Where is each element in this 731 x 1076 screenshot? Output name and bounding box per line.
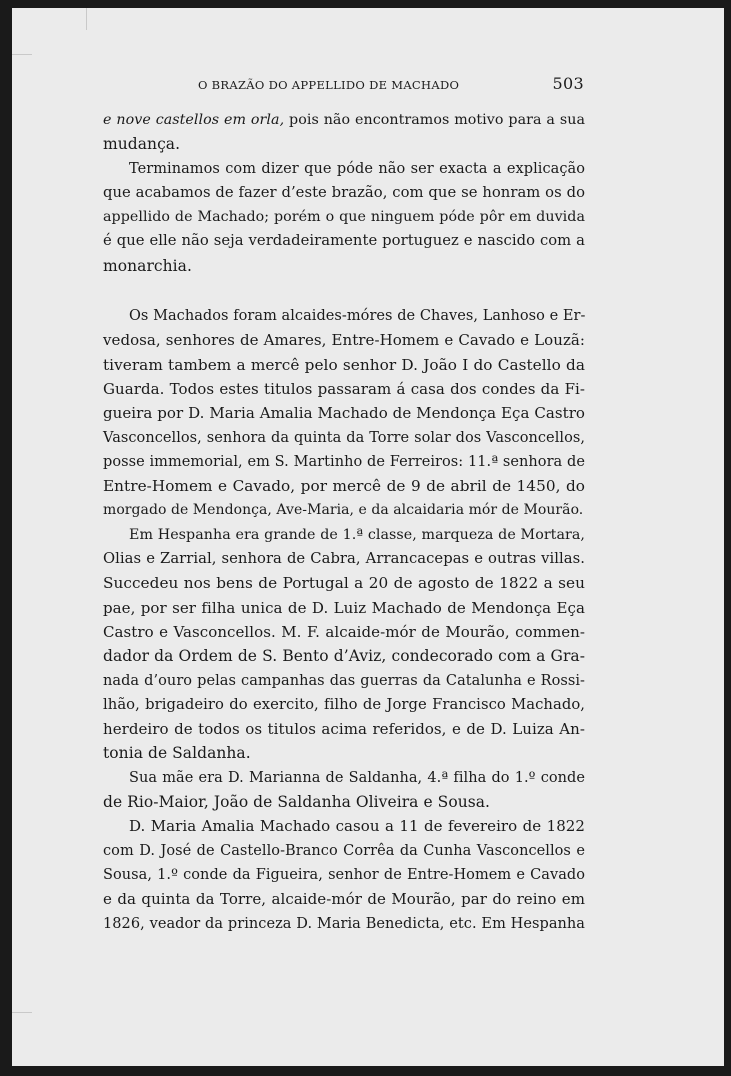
- text-line: 1826, veador da princeza D. Maria Benedicta, etc. Em Hespanha: [103, 915, 585, 932]
- text-line: vedosa, senhores de Amares, Entre-Homem e Cavado e Louzã:: [103, 331, 585, 350]
- text-line: Succedeu nos bens de Portugal a 20 de agosto de 1822 a seu: [103, 574, 585, 593]
- text-line: Sua mãe era D. Marianna de Saldanha, 4.ª filha do 1.º conde: [129, 769, 585, 786]
- paragraph: [103, 523, 585, 766]
- text-line: D. Maria Amalia Machado casou a 11 de fevereiro de 1822: [129, 817, 585, 836]
- crop-mark: [12, 1012, 32, 1013]
- text-line: é que elle não seja verdadeiramente portuguez e nascido com a: [103, 232, 585, 250]
- text-line: e da quinta da Torre, alcaide-mór de Mourão, par do reino em: [103, 890, 585, 909]
- text-line: gueira por D. Maria Amalia Machado de Mendonça Eça Castro: [103, 404, 585, 423]
- text-line: Olias e Zarrial, senhora de Cabra, Arrancacepas e outras villas.: [103, 550, 585, 568]
- text-line: Guarda. Todos estes titulos passaram á casa dos condes da Fi-: [103, 379, 585, 398]
- text-line: tiveram tambem a mercê pelo senhor D. João I do Castello da: [103, 355, 585, 374]
- paragraph: [103, 766, 585, 815]
- paragraph: [103, 304, 585, 523]
- text-line: nada d’ouro pelas campanhas das guerras da Catalunha e Rossi-: [103, 672, 585, 689]
- text-line: pae, por ser filha unica de D. Luiz Machado de Mendonça Eça: [103, 598, 585, 617]
- text-line: monarchia.: [103, 256, 192, 275]
- body-text: [103, 108, 585, 936]
- text-line: Sousa, 1.º conde da Figueira, senhor de Entre-Homem e Cavado: [103, 866, 585, 883]
- text-line: lhão, brigadeiro do exercito, filho de Jorge Francisco Machado,: [103, 695, 585, 713]
- page-number: 503: [552, 74, 584, 93]
- running-header: [198, 74, 584, 98]
- text-line: tonia de Saldanha.: [103, 744, 251, 763]
- text-line: de Rio-Maior, João de Saldanha Oliveira e Sousa.: [103, 793, 491, 812]
- text-line: Em Hespanha era grande de 1.ª classe, marqueza de Mortara,: [129, 526, 585, 543]
- text-line: com D. José de Castello-Branco Corrêa da Cunha Vasconcellos e: [103, 842, 585, 859]
- text-line: mudança.: [103, 135, 181, 154]
- crop-mark: [86, 8, 87, 30]
- text-line: Terminamos com dizer que póde não ser exacta a explicação: [129, 160, 585, 177]
- section-gap: [103, 278, 585, 304]
- paragraph: [103, 157, 585, 278]
- text-line: que acabamos de fazer d’este brazão, com que se honram os do: [103, 183, 585, 201]
- text-line: Os Machados foram alcaides-móres de Chaves, Lanhoso e Er-: [129, 308, 586, 325]
- text-line: Castro e Vasconcellos. M. F. alcaide-mór de Mourão, commen-: [103, 622, 585, 641]
- running-title: O BRAZÃO DO APPELLIDO DE MACHADO: [198, 78, 460, 92]
- italic-phrase: e nove castellos em orla,: [103, 112, 285, 128]
- book-page: [12, 8, 724, 1066]
- text-line: Entre-Homem e Cavado, por mercê de 9 de abril de 1450, do: [103, 477, 585, 496]
- crop-mark: [12, 54, 32, 55]
- text-line: appellido de Machado; porém o que ninguem póde pôr em duvida: [103, 209, 585, 226]
- text-line: e nove castellos em orla, pois não encontramos motivo para a sua: [103, 112, 585, 128]
- text-line: posse immemorial, em S. Martinho de Ferreiros: 11.ª senhora de: [103, 453, 585, 470]
- paragraph: [103, 108, 585, 157]
- text-line: herdeiro de todos os titulos acima referidos, e de D. Luiza An-: [103, 720, 585, 739]
- paragraph: [103, 814, 585, 935]
- text-line: Vasconcellos, senhora da quinta da Torre solar dos Vasconcellos,: [103, 429, 585, 446]
- text-line: morgado de Mendonça, Ave-Maria, e da alcaidaria mór de Mourão.: [103, 502, 584, 519]
- text-line: dador da Ordem de S. Bento d’Aviz, condecorado com a Gra-: [103, 647, 585, 666]
